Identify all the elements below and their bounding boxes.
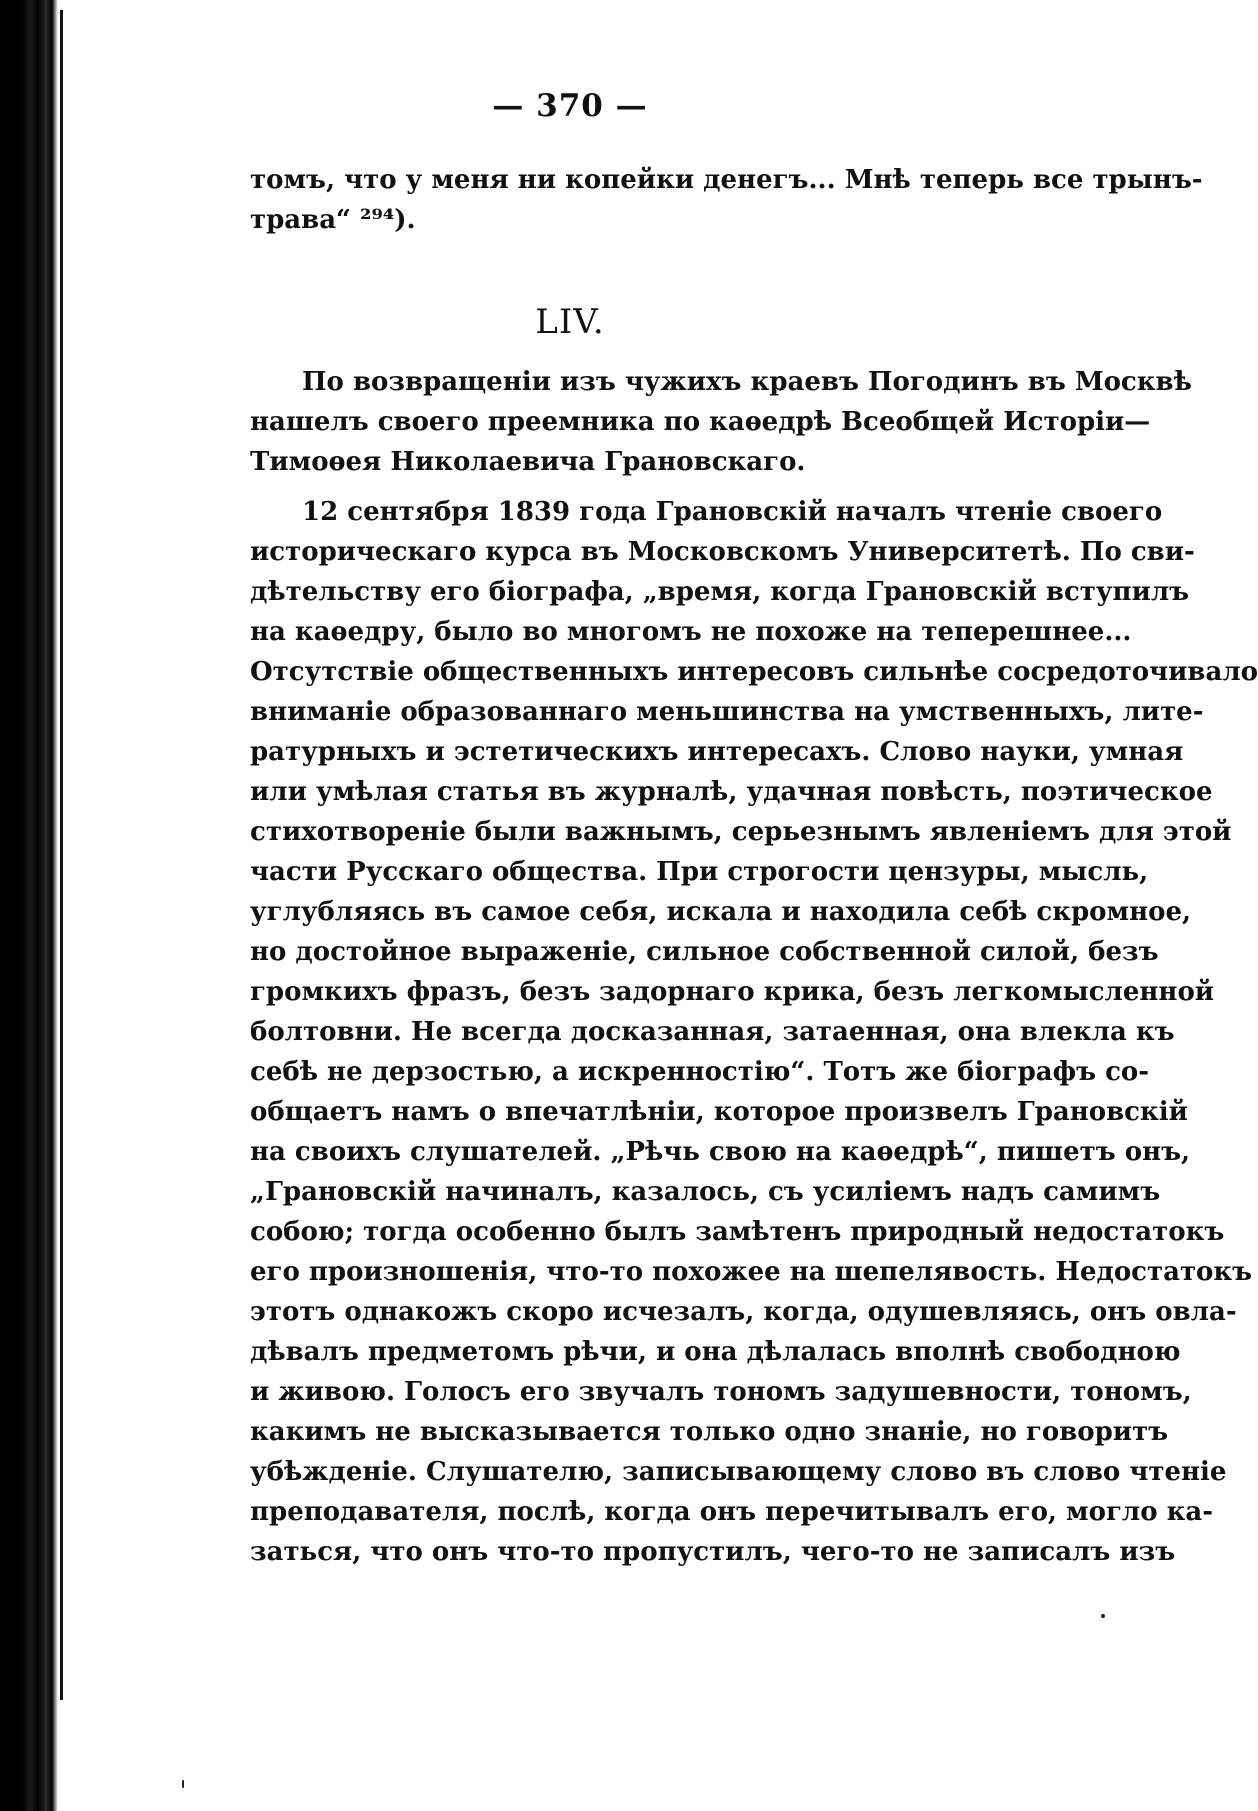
paragraph-2-line: себѣ не дерзостью, а искренностію“. Тотъ же біографъ со- <box>250 1057 1150 1087</box>
paragraph-1 <box>250 362 1192 482</box>
paragraph-2-line: на каѳедру, было во многомъ не похоже на теперешнее... <box>250 617 1132 647</box>
paragraph-2-line: вниманіе образованнаго меньшинства на умственныхъ, лите- <box>250 697 1204 727</box>
paragraph-2-line: но достойное выраженіе, сильное собственной силой, безъ <box>250 937 1159 967</box>
paragraph-2-line: заться, что онъ что-то пропустилъ, чего-то не записалъ изъ <box>250 1537 1176 1567</box>
paragraph-2-line: какимъ не высказывается только одно знаніе, но говоритъ <box>250 1417 1169 1447</box>
paragraph-2-line: дѣтельству его біографа, „время, когда Грановскій вступилъ <box>250 577 1190 607</box>
paragraph-2-line: этотъ однакожъ скоро исчезалъ, когда, одушевляясь, онъ овла- <box>250 1297 1237 1327</box>
paragraph-2-line: преподавателя, послѣ, когда онъ перечитывалъ его, могло ка- <box>250 1497 1214 1527</box>
paragraph-2-line: Отсутствіе общественныхъ интересовъ сильнѣе сосредоточивало <box>250 657 1258 687</box>
paragraph-2-line: громкихъ фразъ, безъ задорнаго крика, безъ легкомысленной <box>250 977 1215 1007</box>
paragraph-2-line: или умѣлая статья въ журналѣ, удачная повѣсть, поэтическое <box>250 777 1213 807</box>
paragraph-2-line: углубляясь въ самое себя, искала и находила себѣ скромное, <box>250 897 1192 927</box>
paragraph-2-line: дѣвалъ предметомъ рѣчи, и она дѣлалась вполнѣ свободною <box>250 1337 1181 1367</box>
opening-line-1: томъ, что у меня ни копейки денегъ... Мнѣ теперь все трынъ- <box>250 165 1203 195</box>
paragraph-2-line: стихотвореніе были важнымъ, серьезнымъ явленіемъ для этой <box>250 817 1232 847</box>
paragraph-2-line: на своихъ слушателей. „Рѣчь свою на каѳедрѣ“, пишетъ онъ, <box>250 1137 1191 1167</box>
paragraph-2-line: ратурныхъ и эстетическихъ интересахъ. Слово науки, умная <box>250 737 1184 767</box>
paragraph-2-line: „Грановскій начиналъ, казалось, съ усиліемъ надъ самимъ <box>250 1177 1161 1207</box>
paragraph-2-line: убѣжденіе. Слушателю, записывающему слово въ слово чтеніе <box>250 1457 1227 1487</box>
paragraph-2-line: и живою. Голосъ его звучалъ тономъ задушевности, тономъ, <box>250 1377 1192 1407</box>
paragraph-2-line: собою; тогда особенно былъ замѣтенъ природный недостатокъ <box>250 1217 1225 1247</box>
paragraph-2-line: общаетъ намъ о впечатлѣніи, которое произвелъ Грановскій <box>250 1097 1188 1127</box>
page-binding-line <box>60 10 63 1700</box>
paragraph-2-line: его произношенія, что-то похожее на шепелявость. Недостатокъ <box>250 1257 1253 1287</box>
page-number: — 370 — <box>492 88 648 124</box>
paragraph-2-line: историческаго курса въ Московскомъ Университетѣ. По сви- <box>250 537 1195 567</box>
paragraph-1-line: нашелъ своего преемника по каѳедрѣ Всеобщей Исторіи— <box>250 407 1151 437</box>
paragraph-1-line: Тимоѳея Николаевича Грановскаго. <box>250 447 806 477</box>
page-binding-shadow <box>0 0 58 1811</box>
chapter-heading: LIV. <box>535 302 605 342</box>
paragraph-2-line: части Русскаго общества. При строгости цензуры, мысль, <box>250 857 1149 887</box>
opening-text <box>250 160 1203 240</box>
paragraph-2 <box>250 492 1258 1572</box>
print-speck <box>182 1780 184 1788</box>
paragraph-2-line: болтовни. Не всегда досказанная, затаенная, она влекла къ <box>250 1017 1175 1047</box>
paragraph-2-line: 12 сентября 1839 года Грановскій началъ чтеніе своего <box>302 497 1163 527</box>
print-speck <box>1101 1614 1105 1618</box>
opening-line-2: трава“ ²⁹⁴). <box>250 205 416 235</box>
paragraph-1-line: По возвращеніи изъ чужихъ краевъ Погодинъ въ Москвѣ <box>302 367 1192 397</box>
